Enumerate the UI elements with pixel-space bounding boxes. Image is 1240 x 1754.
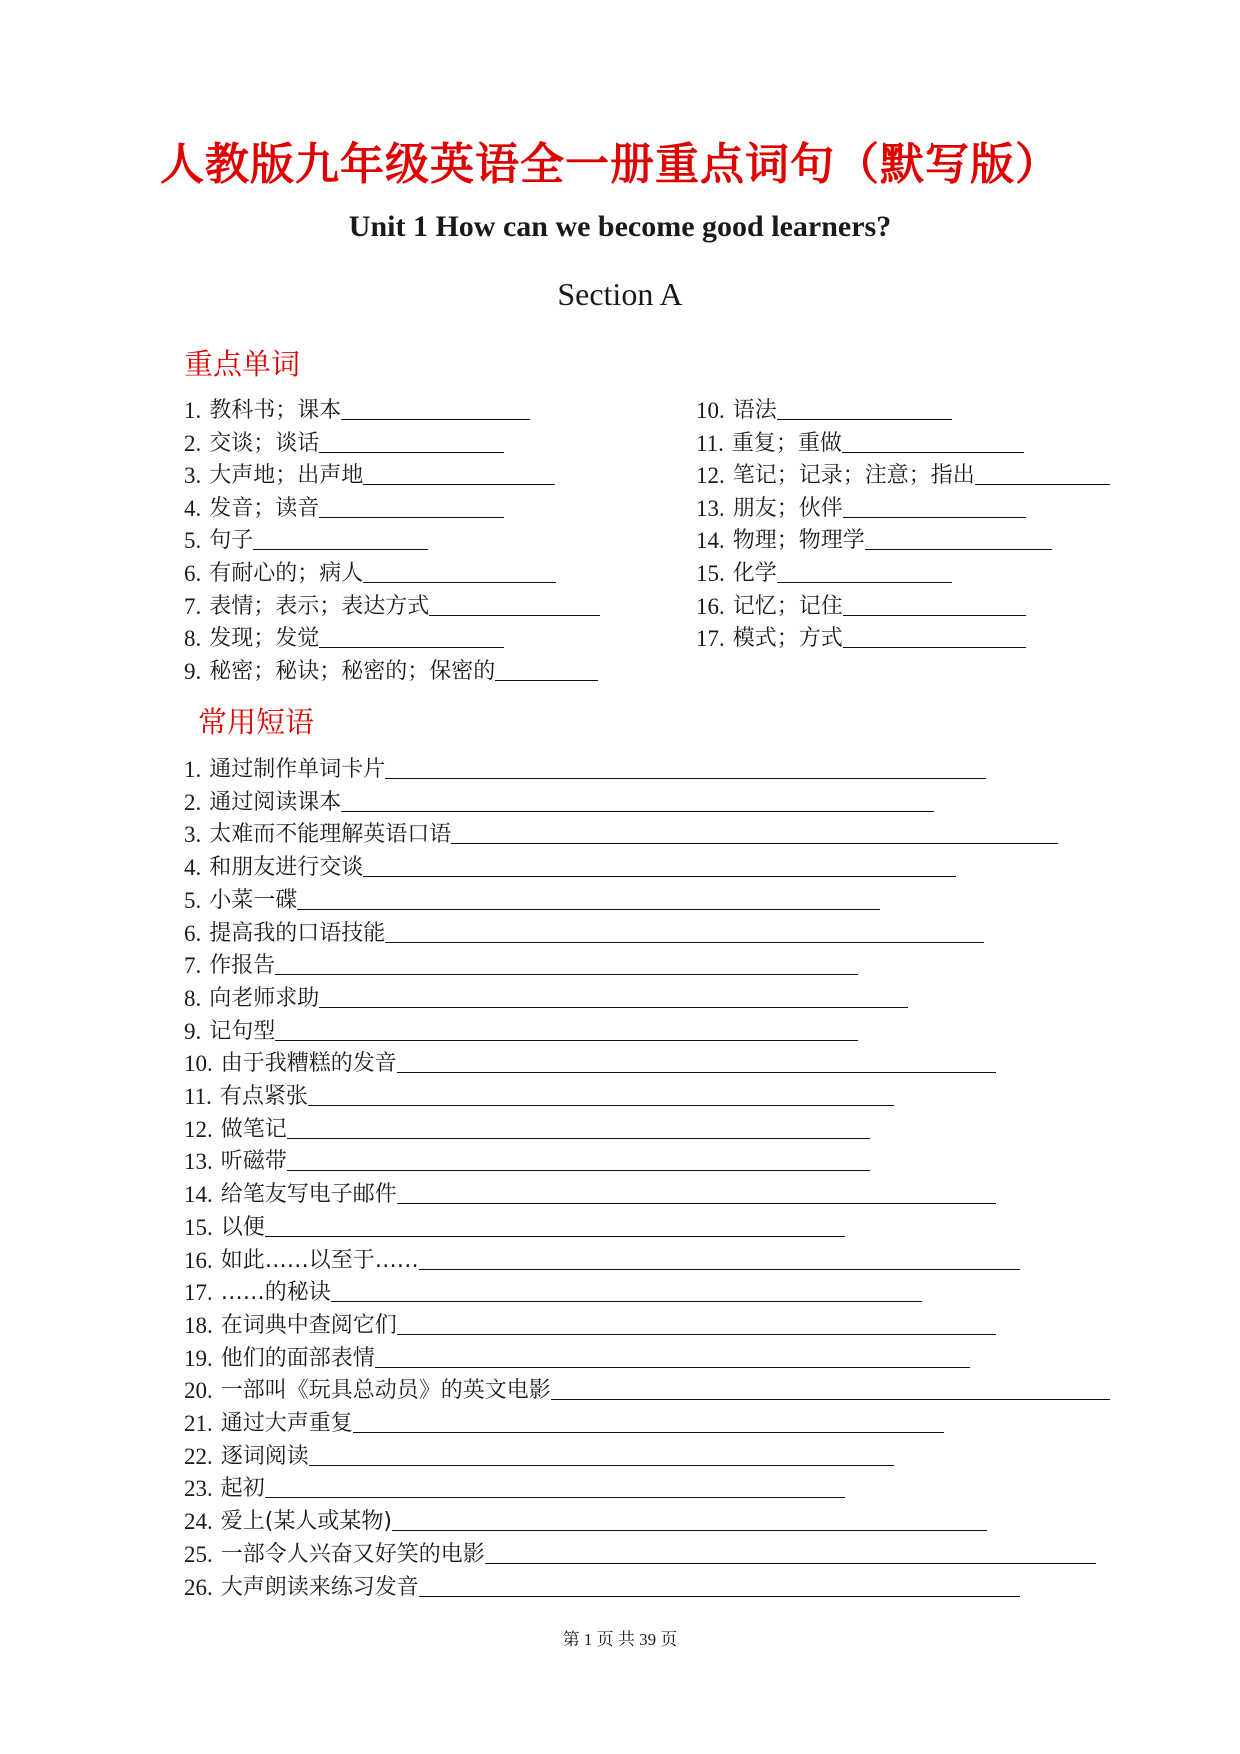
phrase-number: 19. — [184, 1345, 213, 1371]
common-phrases-heading: 常用短语 — [198, 705, 315, 739]
phrase-answer-blank[interactable] — [397, 1333, 996, 1335]
phrase-answer-blank[interactable] — [485, 1562, 1096, 1564]
phrase-prompt: 向老师求助 — [209, 985, 320, 1011]
phrase-answer-blank[interactable] — [397, 1071, 996, 1073]
word-prompt: 秘密；秘诀；秘密的；保密的 — [209, 658, 496, 684]
word-item — [184, 592, 600, 622]
phrase-answer-blank[interactable] — [419, 1268, 1020, 1270]
word-number: 7. — [184, 593, 202, 619]
phrase-answer-blank[interactable] — [275, 1039, 858, 1041]
word-item — [184, 526, 428, 556]
word-answer-blank[interactable] — [363, 581, 556, 583]
phrase-answer-blank[interactable] — [551, 1398, 1110, 1400]
word-item — [184, 559, 556, 589]
phrase-prompt: 爱上(某人或某物) — [220, 1509, 392, 1535]
word-number: 1. — [184, 398, 202, 423]
phrase-item — [184, 1409, 944, 1439]
phrase-item — [184, 1573, 1020, 1603]
phrase-prompt: 通过制作单词卡片 — [209, 757, 386, 782]
phrase-item — [184, 919, 984, 949]
word-prompt: 语法 — [732, 398, 777, 423]
phrase-item — [184, 1376, 1110, 1406]
phrase-answer-blank[interactable] — [287, 1137, 870, 1139]
word-item — [184, 461, 555, 491]
phrase-number: 23. — [184, 1476, 213, 1502]
phrase-answer-blank[interactable] — [265, 1496, 845, 1498]
phrase-number: 18. — [184, 1312, 213, 1338]
word-answer-blank[interactable] — [429, 614, 600, 616]
word-answer-blank[interactable] — [495, 679, 598, 681]
phrase-number: 26. — [184, 1574, 213, 1600]
word-answer-blank[interactable] — [319, 516, 504, 518]
phrase-item — [184, 1311, 996, 1341]
phrase-prompt: 如此……以至于…… — [220, 1247, 419, 1273]
phrase-item — [184, 984, 908, 1014]
phrase-answer-blank[interactable] — [265, 1235, 845, 1237]
phrase-prompt: 小菜一碟 — [209, 887, 298, 913]
phrase-number: 9. — [184, 1018, 202, 1044]
phrase-item — [184, 1213, 845, 1243]
page-footer: 第 1 页 共 39 页 — [562, 1630, 678, 1649]
phrase-item — [184, 1049, 996, 1079]
word-prompt: 教科书；课本 — [209, 398, 342, 423]
word-answer-blank[interactable] — [253, 548, 428, 550]
phrase-item — [184, 1442, 894, 1472]
phrase-item — [184, 1278, 922, 1308]
word-item — [184, 624, 504, 654]
phrase-prompt: 给笔友写电子邮件 — [220, 1182, 397, 1208]
word-number: 17. — [696, 626, 725, 652]
phrase-prompt: 逐词阅读 — [220, 1443, 309, 1469]
document-title: 人教版九年级英语全一册重点词句（默写版） — [160, 139, 1060, 190]
word-number: 6. — [184, 561, 202, 586]
phrase-answer-blank[interactable] — [392, 1529, 987, 1531]
phrase-prompt: 一部令人兴奋又好笑的电影 — [220, 1541, 485, 1567]
phrase-answer-blank[interactable] — [451, 842, 1058, 844]
word-number: 11. — [696, 430, 724, 456]
word-answer-blank[interactable] — [319, 451, 504, 453]
word-number: 3. — [184, 463, 202, 489]
phrase-answer-blank[interactable] — [363, 875, 956, 877]
phrase-number: 15. — [184, 1214, 213, 1240]
phrase-number: 7. — [184, 953, 202, 979]
phrase-item — [184, 788, 934, 818]
phrase-prompt: ……的秘诀 — [220, 1280, 331, 1306]
phrase-answer-blank[interactable] — [331, 1300, 922, 1302]
word-item — [184, 657, 598, 687]
phrase-prompt: 由于我糟糕的发音 — [220, 1051, 397, 1077]
word-item — [696, 592, 1026, 622]
word-answer-blank[interactable] — [842, 451, 1024, 453]
phrase-prompt: 作报告 — [209, 953, 276, 979]
phrase-number: 1. — [184, 757, 202, 782]
phrase-item — [184, 886, 880, 916]
phrase-number: 2. — [184, 789, 202, 815]
phrase-number: 6. — [184, 920, 202, 946]
word-prompt: 化学 — [732, 561, 777, 586]
phrase-item — [184, 1507, 987, 1537]
phrase-prompt: 他们的面部表情 — [220, 1345, 375, 1371]
section-title: Section A — [557, 276, 683, 312]
phrase-number: 11. — [184, 1084, 212, 1109]
phrase-item — [184, 1344, 970, 1374]
phrase-answer-blank[interactable] — [319, 1006, 908, 1008]
word-number: 2. — [184, 430, 202, 456]
word-item — [184, 396, 530, 426]
phrase-number: 25. — [184, 1541, 213, 1567]
phrase-number: 24. — [184, 1509, 213, 1535]
word-item — [184, 429, 504, 459]
phrase-item — [184, 853, 956, 883]
phrase-item — [184, 1246, 1020, 1276]
phrase-number: 16. — [184, 1247, 213, 1273]
phrase-number: 17. — [184, 1280, 213, 1306]
phrase-prompt: 听磁带 — [220, 1149, 287, 1175]
phrase-item — [184, 1082, 894, 1112]
phrase-item — [184, 755, 986, 785]
word-prompt: 大声地；出声地 — [209, 463, 364, 489]
word-prompt: 交谈；谈话 — [209, 430, 320, 456]
word-prompt: 有耐心的；病人 — [209, 561, 364, 586]
phrase-item — [184, 1180, 996, 1210]
phrase-prompt: 提高我的口语技能 — [209, 920, 386, 946]
phrase-answer-blank[interactable] — [353, 1431, 944, 1433]
phrase-prompt: 太难而不能理解英语口语 — [209, 822, 452, 848]
word-answer-blank[interactable] — [777, 581, 952, 583]
phrase-prompt: 做笔记 — [220, 1116, 287, 1142]
word-number: 10. — [696, 398, 725, 423]
word-answer-blank[interactable] — [777, 418, 952, 420]
phrase-number: 14. — [184, 1182, 213, 1208]
phrase-item — [184, 1474, 845, 1504]
unit-title: Unit 1 How can we become good learners? — [348, 210, 892, 243]
phrase-item — [184, 1540, 1096, 1570]
phrase-number: 20. — [184, 1378, 213, 1404]
phrase-answer-blank[interactable] — [419, 1595, 1020, 1597]
word-item — [696, 559, 952, 589]
phrase-number: 12. — [184, 1116, 213, 1142]
phrase-number: 21. — [184, 1411, 213, 1436]
phrase-answer-blank[interactable] — [385, 777, 986, 779]
phrase-item — [184, 820, 1058, 850]
word-prompt: 发现；发觉 — [209, 626, 320, 652]
word-item — [696, 461, 1110, 491]
phrase-number: 22. — [184, 1443, 213, 1469]
phrase-answer-blank[interactable] — [397, 1202, 996, 1204]
word-answer-blank[interactable] — [843, 614, 1026, 616]
phrase-prompt: 大声朗读来练习发音 — [220, 1574, 419, 1600]
phrase-prompt: 起初 — [220, 1476, 265, 1502]
phrase-answer-blank[interactable] — [287, 1169, 870, 1171]
word-number: 14. — [696, 528, 725, 554]
word-answer-blank[interactable] — [843, 646, 1026, 648]
phrase-answer-blank[interactable] — [385, 941, 984, 943]
phrase-prompt: 通过大声重复 — [220, 1411, 353, 1436]
word-item — [696, 396, 952, 426]
word-item — [696, 624, 1026, 654]
word-number: 9. — [184, 658, 202, 684]
word-prompt: 笔记；记录；注意；指出 — [732, 463, 975, 489]
word-answer-blank[interactable] — [843, 516, 1026, 518]
word-number: 13. — [696, 495, 725, 521]
word-item — [696, 494, 1026, 524]
phrase-item — [184, 1147, 870, 1177]
word-prompt: 物理；物理学 — [732, 528, 865, 554]
word-prompt: 重复；重做 — [731, 430, 842, 456]
word-item — [696, 526, 1052, 556]
phrase-number: 4. — [184, 855, 202, 881]
key-words-heading: 重点单词 — [184, 347, 301, 381]
phrase-prompt: 以便 — [220, 1214, 265, 1240]
phrase-answer-blank[interactable] — [275, 973, 858, 975]
word-answer-blank[interactable] — [865, 548, 1052, 550]
phrase-prompt: 通过阅读课本 — [209, 789, 342, 815]
word-prompt: 朋友；伙伴 — [732, 495, 843, 521]
word-number: 8. — [184, 626, 202, 652]
word-prompt: 模式；方式 — [732, 626, 843, 652]
phrase-number: 3. — [184, 822, 202, 848]
phrase-answer-blank[interactable] — [297, 908, 880, 910]
phrase-prompt: 在词典中查阅它们 — [220, 1312, 397, 1338]
phrase-number: 13. — [184, 1149, 213, 1175]
phrase-prompt: 和朋友进行交谈 — [209, 855, 364, 881]
phrase-prompt: 一部叫《玩具总动员》的英文电影 — [220, 1378, 551, 1404]
phrase-number: 10. — [184, 1051, 213, 1077]
phrase-item — [184, 951, 858, 981]
word-prompt: 表情；表示；表达方式 — [209, 593, 430, 619]
word-number: 5. — [184, 528, 202, 554]
phrase-number: 8. — [184, 985, 202, 1011]
word-answer-blank[interactable] — [341, 418, 530, 420]
phrase-prompt: 有点紧张 — [219, 1084, 308, 1109]
word-prompt: 句子 — [209, 528, 254, 554]
phrase-answer-blank[interactable] — [308, 1104, 894, 1106]
word-prompt: 发音；读音 — [209, 495, 320, 521]
word-number: 12. — [696, 463, 725, 489]
word-item — [696, 429, 1024, 459]
phrase-number: 5. — [184, 887, 202, 913]
phrase-prompt: 记句型 — [209, 1018, 276, 1044]
phrase-answer-blank[interactable] — [309, 1464, 894, 1466]
word-answer-blank[interactable] — [363, 483, 555, 485]
phrase-answer-blank[interactable] — [341, 810, 934, 812]
word-number: 16. — [696, 593, 725, 619]
word-number: 15. — [696, 561, 725, 586]
phrase-answer-blank[interactable] — [375, 1366, 970, 1368]
phrase-item — [184, 1017, 858, 1047]
word-item — [184, 494, 504, 524]
word-prompt: 记忆；记住 — [732, 593, 843, 619]
word-answer-blank[interactable] — [319, 646, 504, 648]
word-number: 4. — [184, 495, 202, 521]
phrase-item — [184, 1115, 870, 1145]
word-answer-blank[interactable] — [975, 483, 1110, 485]
